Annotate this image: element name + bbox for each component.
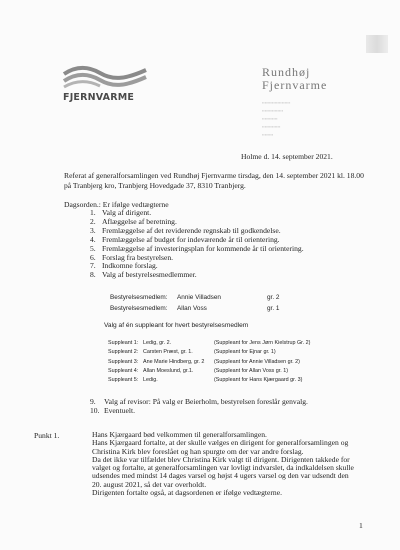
logo-text: FJERNVARME: [63, 92, 135, 103]
faint-address-line: ▪▪▪▪▪▪▪▪▪▪▪▪▪: [262, 124, 281, 129]
faint-address-line: ▪▪▪▪▪▪▪▪▪▪▪▪▪▪▪: [262, 108, 284, 113]
section-paragraph: Da det ikke var tilfældet blev Christina Kirk valgt til dirigent. Dirigenten takkede for valget og fortalte, at generalforsamlingen var lovligt indvarslet, da indkaldelsen skulle udsendes med mindst 14 dages varsel og højst 4 ugers varsel og den var udsendt den 20. august 2021, så det var overholdt.: [92, 454, 354, 489]
board-name: Allan Voss: [177, 304, 207, 312]
suppleant-row: Suppleant 1: Ledig, gr. 2. (Suppleant for Jens Jørn Kielstrup Gr. 2): [108, 340, 311, 346]
agenda-item: 10. Eventuelt.: [90, 405, 135, 415]
agenda-item: 2. Aflæggelse af beretning.: [90, 216, 177, 226]
company-logo: [62, 64, 148, 108]
agenda-list-continued: [90, 398, 308, 416]
agenda-item: 9. Valg af revisor: På valg er Beierholm, bestyrelsen foreslår genvalg.: [90, 397, 308, 406]
agenda-item: 7. Indkomne forslag.: [90, 261, 158, 271]
agenda-item: 5. Fremlæggelse af investeringsplan for kommende år til orientering.: [90, 243, 304, 253]
organization-name-line2: Fjernvarme: [262, 78, 328, 92]
board-member-row: [110, 293, 279, 304]
suppleant-row: Suppleant 2: Carsten Præst, gr. 1. (Suppleant for Ejnar gr. 1): [108, 349, 276, 356]
document-date: Holme d. 14. september 2021.: [241, 152, 333, 161]
board-group: gr. 2: [267, 294, 280, 301]
section-paragraph: Dirigenten fortalte også, at dagsordenen er ifølge vedtægterne.: [92, 488, 282, 498]
suppleant-heading: Valg af én suppleant for hvert bestyrelsesmedlem: [104, 322, 249, 329]
agenda-item: 8. Valg af bestyrelsesmedlemmer.: [90, 270, 197, 280]
agenda-item: 4. Fremlæggelse af budget for indeværende år til orientering.: [90, 234, 280, 244]
section-paragraph: Hans Kjærgaard fortalte, at der skulle vælges en dirigent for generalforsamlingen og Christina Kirk blev foreslået og han spurgte om der var andre forslag.: [92, 438, 349, 456]
board-role: Bestyrelsesmedlem:: [110, 304, 168, 312]
agenda-item: 6. Forslag fra bestyrelsen.: [90, 252, 174, 262]
agenda-item: 3. Fremlæggelse af det reviderende regnskab til godkendelse.: [90, 225, 281, 235]
faint-address-line: ▪▪▪▪▪▪▪▪▪▪▪: [262, 116, 278, 121]
board-role: Bestyrelsesmedlem:: [110, 294, 168, 301]
intro-paragraph: Referat af generalforsamlingen ved Rundhøj Fjernvarme tirsdag, den 14. september 2021 kl. 18.00 på Tranbjerg kro, Tranbjerg Hovedgade 37, 8310 Tranbjerg.: [64, 171, 364, 190]
faint-address-line: ▪▪▪▪▪▪▪▪: [262, 132, 274, 137]
scan-smudge: [366, 35, 388, 53]
page-number: 1: [359, 521, 363, 530]
agenda-list: [90, 209, 304, 280]
organization-name-line1: Rundhøj: [262, 65, 311, 79]
suppleant-table: [108, 339, 364, 385]
board-member-row: [110, 304, 279, 315]
board-group: gr. 1: [267, 304, 280, 312]
section-label: Punkt 1.: [34, 431, 60, 440]
section-body: [92, 431, 354, 497]
suppleant-row: Suppleant 5: Ledig. (Suppleant for Hans Kjærgaard gr. 3): [108, 377, 303, 384]
faint-address-line: ▪▪▪▪▪▪▪▪▪▪▪▪▪▪▪▪▪▪▪▪: [262, 100, 291, 105]
suppleant-row: Suppleant 4: Allan Moeslund, gr.1. (Suppleant for Allan Voss gr. 1): [108, 367, 289, 374]
board-members-table: [110, 293, 279, 314]
section-paragraph: Hans Kjærgaard bød velkommen til generalforsamlingen.: [92, 430, 267, 439]
agenda-heading: Dagsorden.: Er ifølge vedtægterne: [64, 200, 169, 209]
logo-wave-mark: [62, 64, 148, 90]
agenda-item: 1. Valg af dirigent.: [90, 208, 152, 217]
board-name: Annie Villadsen: [177, 294, 221, 301]
suppleant-row: Suppleant 3: Ane Marie Hindberg, gr. 2 (Suppleant for Annie Villadsen gr. 2): [108, 358, 300, 365]
organization-name: [262, 66, 327, 92]
